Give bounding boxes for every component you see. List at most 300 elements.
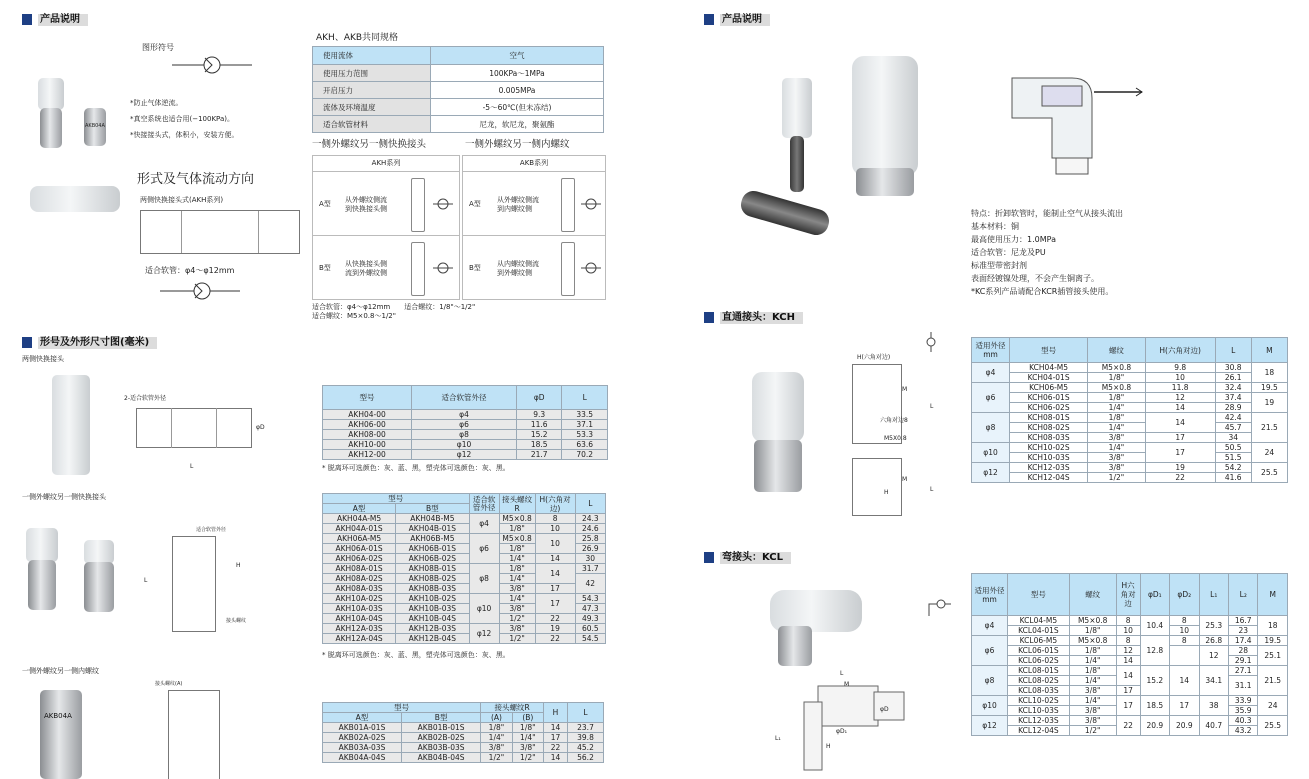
- table-row: [323, 753, 604, 763]
- cell: 12: [1145, 393, 1215, 403]
- cell: 22: [544, 743, 568, 753]
- spec-title: AKH、AKB共同规格: [316, 33, 399, 43]
- akh-a-dimension-drawing: [172, 536, 216, 632]
- check-valve-symbol-icon: [160, 280, 240, 304]
- cell: 3/8": [1088, 453, 1145, 463]
- kch-table: [971, 337, 1288, 483]
- cell: 24.3: [575, 514, 605, 524]
- spec-value: 空气: [431, 47, 604, 65]
- cell: KCH06-01S: [1010, 393, 1088, 403]
- drawing-label: L₁: [775, 735, 781, 742]
- cell: 14: [544, 753, 568, 763]
- table-header: M: [1258, 574, 1288, 616]
- cell: AKH04A-01S: [323, 524, 396, 534]
- table-row: [972, 373, 1288, 383]
- table-header: 适合软管外径: [469, 494, 499, 514]
- kc-tube-photo: [790, 136, 804, 192]
- cell: 1/8": [481, 723, 512, 733]
- table-header: L₁: [1199, 574, 1228, 616]
- section-header-product-desc-right: [704, 13, 770, 26]
- drawing-body: [181, 211, 259, 253]
- cell: 18: [1258, 616, 1288, 636]
- cell: KCH12-04S: [1010, 473, 1088, 483]
- cell: 9.8: [1145, 363, 1215, 373]
- table-header: 型号: [1008, 574, 1070, 616]
- cell: 17: [1116, 686, 1140, 696]
- cell: AKH04B-01S: [396, 524, 469, 534]
- cell: 42.4: [1215, 413, 1251, 423]
- section-title: 形号及外形尺寸图(毫米): [38, 337, 157, 349]
- cell: 18: [1251, 363, 1287, 383]
- feature-item: 基本材料：铜: [971, 222, 1019, 231]
- cell: 3/8": [1069, 716, 1116, 726]
- type-label: A型: [319, 200, 331, 208]
- cell: φ12: [972, 463, 1010, 483]
- feature-item: 最高使用压力：1.0MPa: [971, 235, 1056, 244]
- drawing-body: [171, 408, 217, 448]
- type-drawing: [411, 242, 425, 296]
- cell: KCH04-01S: [1010, 373, 1088, 383]
- section-title: 弯接头：KCL: [720, 552, 791, 564]
- table-header: 适合软管外径: [412, 386, 517, 410]
- table-row: [972, 453, 1288, 463]
- table-header: L₂: [1229, 574, 1258, 616]
- cell: 30.8: [1215, 363, 1251, 373]
- akh-flow-drawing: [140, 210, 300, 254]
- spec-value: -5～60℃(但未冻结): [431, 99, 604, 116]
- cell: 17: [1170, 696, 1199, 716]
- table-row: [972, 363, 1288, 373]
- cell: 1/8": [499, 544, 535, 554]
- section-header-kch: [704, 311, 803, 324]
- cell: AKH06B-02S: [396, 554, 469, 564]
- cell: 12: [1116, 646, 1140, 656]
- cell: AKH12A-03S: [323, 624, 396, 634]
- cell: φ6: [412, 420, 517, 430]
- spec-value: 尼龙，软尼龙，聚氨酯: [431, 116, 604, 133]
- cell: 51.5: [1215, 453, 1251, 463]
- drawing-label: L: [930, 486, 934, 493]
- table-header: φD₁: [1140, 574, 1169, 616]
- product-mark: AKB04A: [85, 123, 105, 129]
- table-header: 接头螺纹R: [499, 494, 535, 514]
- table-header: 螺纹: [1069, 574, 1116, 616]
- cell: 1/4": [1088, 403, 1145, 413]
- drawing-label: L: [190, 463, 194, 470]
- cell: KCL04-01S: [1008, 626, 1070, 636]
- table-row: [972, 403, 1288, 413]
- cell: AKH06A-01S: [323, 544, 396, 554]
- cell: AKH10B-02S: [396, 594, 469, 604]
- cell: 56.2: [568, 753, 604, 763]
- table-header: A型: [323, 713, 402, 723]
- akh-a-body-photo: [28, 560, 56, 610]
- cell: 17: [1145, 433, 1215, 443]
- kcl-thread-photo: [778, 626, 812, 666]
- check-valve-symbol-icon: [581, 260, 601, 276]
- cell: AKH12A-04S: [323, 634, 396, 644]
- akh-b-top-photo: [84, 540, 114, 564]
- cell: 1/8": [512, 723, 543, 733]
- table-header: 适用外径mm: [972, 574, 1008, 616]
- cell: 10.4: [1140, 616, 1169, 636]
- table-row: [972, 463, 1288, 473]
- cell: AKH12-00: [323, 450, 412, 460]
- cell: 8: [535, 514, 575, 524]
- cell: 37.1: [562, 420, 608, 430]
- cell: KCH04-M5: [1010, 363, 1088, 373]
- cell: φ10: [972, 696, 1008, 716]
- table-row: [323, 450, 608, 460]
- cell: AKB01B-01S: [401, 723, 480, 733]
- cell: 1/4": [499, 594, 535, 604]
- label-male-quick: 一侧外螺纹另一侧快换接头: [22, 493, 106, 501]
- cell: 34: [1215, 433, 1251, 443]
- cell: φ10: [412, 440, 517, 450]
- drawing-label: H(六角对边): [857, 354, 891, 361]
- cell: 12: [1199, 646, 1228, 666]
- cell: 28.9: [1215, 403, 1251, 413]
- akh-fitting-body-photo: [40, 108, 62, 148]
- table-row: [972, 423, 1288, 433]
- cell: 25.5: [1258, 716, 1288, 736]
- type-desc: 流到外螺纹侧: [345, 269, 387, 277]
- cell: 24: [1251, 443, 1287, 463]
- check-valve-symbol-icon: [433, 260, 453, 276]
- divider: [463, 235, 605, 236]
- akh-union-vertical-photo: [52, 375, 90, 475]
- drawing-label: M5X0.8: [884, 435, 907, 442]
- akb-photo: [40, 690, 82, 779]
- type-desc: 到内螺纹侧: [497, 205, 532, 213]
- cell: AKH08-00: [323, 430, 412, 440]
- cell: AKH04A-M5: [323, 514, 396, 524]
- cell: 17: [535, 584, 575, 594]
- feature-item: *快接接头式，体积小，安装方便。: [130, 131, 239, 139]
- cell: 19: [1251, 393, 1287, 413]
- table-row: [972, 616, 1288, 626]
- cell: AKH10B-03S: [396, 604, 469, 614]
- cell: 1/8": [1088, 373, 1145, 383]
- cell: AKH06B-M5: [396, 534, 469, 544]
- drawing-label: φD: [256, 424, 265, 431]
- label-male-female: 一侧外螺纹另一侧内螺纹: [22, 667, 99, 675]
- drawing-label: 六角对边8: [880, 417, 908, 424]
- symbol-label: 图形符号: [142, 43, 174, 52]
- cell: KCH10-02S: [1010, 443, 1088, 453]
- table-row: [323, 723, 604, 733]
- series-label: AKH系列: [313, 159, 459, 172]
- drawing-label: φD: [880, 706, 889, 713]
- cell: AKH08B-02S: [396, 574, 469, 584]
- spec-key: 开启压力: [313, 82, 431, 99]
- cell: 10: [535, 534, 575, 554]
- cell: AKH12B-03S: [396, 624, 469, 634]
- table-row: [323, 554, 606, 564]
- table-header: B型: [401, 713, 480, 723]
- cell: 54.5: [575, 634, 605, 644]
- cell: φ4: [972, 616, 1008, 636]
- table-header: (B): [512, 713, 543, 723]
- cell: 8: [1170, 636, 1199, 646]
- cell: AKH06-00: [323, 420, 412, 430]
- cell: φ8: [469, 564, 499, 594]
- cell: 8: [1170, 616, 1199, 626]
- table-row: [323, 733, 604, 743]
- cell: 10: [1145, 373, 1215, 383]
- drawing-label: L: [144, 577, 148, 584]
- cell: 24.6: [575, 524, 605, 534]
- kc-large-thread-photo: [856, 168, 914, 196]
- cell: 1/8": [1069, 666, 1116, 676]
- table-header: φD: [516, 386, 562, 410]
- cell: 9.3: [516, 410, 562, 420]
- table-header: (A): [481, 713, 512, 723]
- flow-subtitle: 两侧快换接头式(AKH系列): [140, 196, 224, 204]
- cell: 14: [1116, 656, 1140, 666]
- kch-m5-drawing: [852, 364, 902, 444]
- cell: 45.7: [1215, 423, 1251, 433]
- cell: AKH08B-01S: [396, 564, 469, 574]
- cell: 42: [575, 574, 605, 594]
- cell: KCL08-03S: [1008, 686, 1070, 696]
- kc-section-drawing: [1002, 58, 1150, 178]
- cell: M5×0.8: [499, 514, 535, 524]
- table-row: [323, 624, 606, 634]
- cell: φ10: [972, 443, 1010, 463]
- check-valve-symbol-icon: [927, 596, 953, 618]
- cell: 17.4: [1229, 636, 1258, 646]
- cell: 54.3: [575, 594, 605, 604]
- cell: AKB03B-03S: [401, 743, 480, 753]
- feature-item: *防止气体逆流。: [130, 99, 183, 107]
- cell: 3/8": [1069, 686, 1116, 696]
- cell: 25.3: [1199, 616, 1228, 636]
- table-row: [323, 594, 606, 604]
- drawing-label: H: [884, 489, 889, 496]
- cell: KCH08-03S: [1010, 433, 1088, 443]
- cell: 12.8: [1140, 636, 1169, 666]
- cell: M5×0.8: [499, 534, 535, 544]
- table-row: [972, 666, 1288, 676]
- cell: KCL06-01S: [1008, 646, 1070, 656]
- cell: 1/2": [499, 634, 535, 644]
- cell: AKH08B-03S: [396, 584, 469, 594]
- cell: 3/8": [512, 743, 543, 753]
- cell: AKH10-00: [323, 440, 412, 450]
- section-marker: [22, 337, 32, 348]
- table-row: [972, 646, 1288, 656]
- cell: AKH10A-04S: [323, 614, 396, 624]
- cell: φ12: [469, 624, 499, 644]
- type-desc: 到外螺纹侧: [497, 269, 532, 277]
- spec-table: [312, 46, 604, 133]
- cell: 14: [535, 554, 575, 564]
- spec-value: 0.005MPa: [431, 82, 604, 99]
- cell: KCL06-02S: [1008, 656, 1070, 666]
- table-header: L: [562, 386, 608, 410]
- cell: 14: [1145, 403, 1215, 413]
- cell: 22: [535, 634, 575, 644]
- section-header-kcl: [704, 551, 791, 564]
- akb-table: [322, 702, 604, 763]
- cell: AKB04A-04S: [323, 753, 402, 763]
- kch-thread-photo: [754, 440, 802, 492]
- cell: 25.1: [1258, 646, 1288, 666]
- tube-label: 适合软管：φ4～φ12mm: [145, 266, 235, 275]
- table-row: [972, 393, 1288, 403]
- akh-male-table: [322, 493, 606, 644]
- section-marker: [704, 312, 714, 323]
- type-desc: 从内螺纹侧流: [497, 260, 539, 268]
- drawing-label: M: [844, 681, 850, 688]
- cell: 43.2: [1229, 726, 1258, 736]
- section-marker: [22, 14, 32, 25]
- cell: 20.9: [1170, 716, 1199, 736]
- table-row: [972, 443, 1288, 453]
- drawing-label: H: [826, 743, 831, 750]
- cell: KCH06-M5: [1010, 383, 1088, 393]
- cell: 14: [1170, 666, 1199, 696]
- section-marker: [704, 14, 714, 25]
- type-drawing: [561, 242, 575, 296]
- cell: 1/2": [1069, 726, 1116, 736]
- table-row: [972, 636, 1288, 646]
- table-row: [972, 696, 1288, 706]
- cell: 50.5: [1215, 443, 1251, 453]
- type-drawing: [411, 178, 425, 232]
- cell: AKH08A-02S: [323, 574, 396, 584]
- check-valve-symbol-icon: [172, 52, 252, 82]
- table-row: [972, 383, 1288, 393]
- table-row: [972, 413, 1288, 423]
- cell: 15.2: [1140, 666, 1169, 696]
- cell: φ12: [972, 716, 1008, 736]
- akh-type-box: [312, 155, 460, 300]
- table-row: [323, 514, 606, 524]
- cell: 27.1: [1229, 666, 1258, 676]
- cell: 1/4": [1069, 696, 1116, 706]
- cell: 10: [535, 524, 575, 534]
- feature-item: 标准型带密封剂: [971, 261, 1027, 270]
- cell: 63.6: [562, 440, 608, 450]
- cell: 1/4": [481, 733, 512, 743]
- cell: 19.5: [1251, 383, 1287, 393]
- cell: 54.2: [1215, 463, 1251, 473]
- feature-item: *KC系列产品请配合KCR插管接头使用。: [971, 287, 1114, 296]
- cell: 1/2": [481, 753, 512, 763]
- cell: 25.5: [1251, 463, 1287, 483]
- cell: KCL06-M5: [1008, 636, 1070, 646]
- cell: 40.3: [1229, 716, 1258, 726]
- cell: 34.1: [1199, 666, 1228, 696]
- cell: 14: [1116, 666, 1140, 686]
- drawing-label: 接头螺纹: [226, 618, 247, 624]
- table-row: [323, 614, 606, 624]
- cell: 21.5: [1258, 666, 1288, 696]
- cell: AKH04B-M5: [396, 514, 469, 524]
- akh-dimension-drawing: [136, 408, 252, 448]
- cell: KCL04-M5: [1008, 616, 1070, 626]
- cell: KCL10-02S: [1008, 696, 1070, 706]
- table-header: A型: [323, 504, 396, 514]
- cell: KCH08-01S: [1010, 413, 1088, 423]
- section-title: 直通接头：KCH: [720, 312, 803, 324]
- cell: AKH06A-M5: [323, 534, 396, 544]
- cell: 1/4": [512, 733, 543, 743]
- cell: 22: [535, 614, 575, 624]
- section-title: 产品说明: [38, 14, 88, 26]
- table-row: [323, 743, 604, 753]
- type-desc: 从外螺纹侧流: [345, 196, 387, 204]
- feature-item: 适合软管：尼龙及PU: [971, 248, 1046, 257]
- kc-fitting-photo: [782, 78, 812, 138]
- table-header: L: [568, 703, 604, 723]
- cell: AKH08A-01S: [323, 564, 396, 574]
- table-row: [323, 430, 608, 440]
- table-header: 型号: [323, 703, 481, 713]
- cell: 1/8": [1069, 646, 1116, 656]
- cell: 3/8": [499, 584, 535, 594]
- cell: AKH06A-02S: [323, 554, 396, 564]
- cell: 25.8: [575, 534, 605, 544]
- cell: 35.9: [1229, 706, 1258, 716]
- cell: 1/4": [499, 574, 535, 584]
- cell: 1/2": [512, 753, 543, 763]
- cell: 70.2: [562, 450, 608, 460]
- cell: 11.8: [1145, 383, 1215, 393]
- table-row: [323, 440, 608, 450]
- table-note: * 脱离环可选颜色：灰、蓝、黑，塑壳体可选颜色：灰、黑。: [322, 464, 510, 472]
- cell: AKH08A-03S: [323, 584, 396, 594]
- table-header: H(六角对边): [1145, 338, 1215, 363]
- cell: 30: [575, 554, 605, 564]
- cell: φ6: [469, 534, 499, 564]
- cell: 3/8": [499, 604, 535, 614]
- cell: φ10: [469, 594, 499, 624]
- cell: φ8: [412, 430, 517, 440]
- cell: φ4: [469, 514, 499, 534]
- table-row: [323, 420, 608, 430]
- cell: 1/4": [1088, 423, 1145, 433]
- cell: KCL08-02S: [1008, 676, 1070, 686]
- cell: KCH06-02S: [1010, 403, 1088, 413]
- product-mark: AKB04A: [44, 712, 72, 720]
- cell: 20.9: [1140, 716, 1169, 736]
- table-row: [972, 716, 1288, 726]
- kcl-dimension-drawing: [796, 664, 916, 776]
- table-row: [972, 433, 1288, 443]
- section-header-dimensions: [22, 336, 157, 349]
- cell: KCH12-03S: [1010, 463, 1088, 473]
- cell: 15.2: [516, 430, 562, 440]
- cell: 1/8": [1088, 413, 1145, 423]
- cell: φ8: [972, 413, 1010, 443]
- table-row: [972, 473, 1288, 483]
- table-row: [323, 634, 606, 644]
- kc-tube-assembly-photo: [738, 188, 832, 238]
- cell: 8: [1116, 616, 1140, 626]
- cell: 3/8": [1069, 706, 1116, 716]
- akb-type-box: [462, 155, 606, 300]
- type-label: B型: [469, 264, 481, 272]
- cell: 39.8: [568, 733, 604, 743]
- cell: 1/8": [499, 524, 535, 534]
- flow-title: 形式及气体流动方向: [137, 172, 255, 187]
- cell: M5×0.8: [1069, 636, 1116, 646]
- table-row: [323, 534, 606, 544]
- cell: 10: [1170, 626, 1199, 636]
